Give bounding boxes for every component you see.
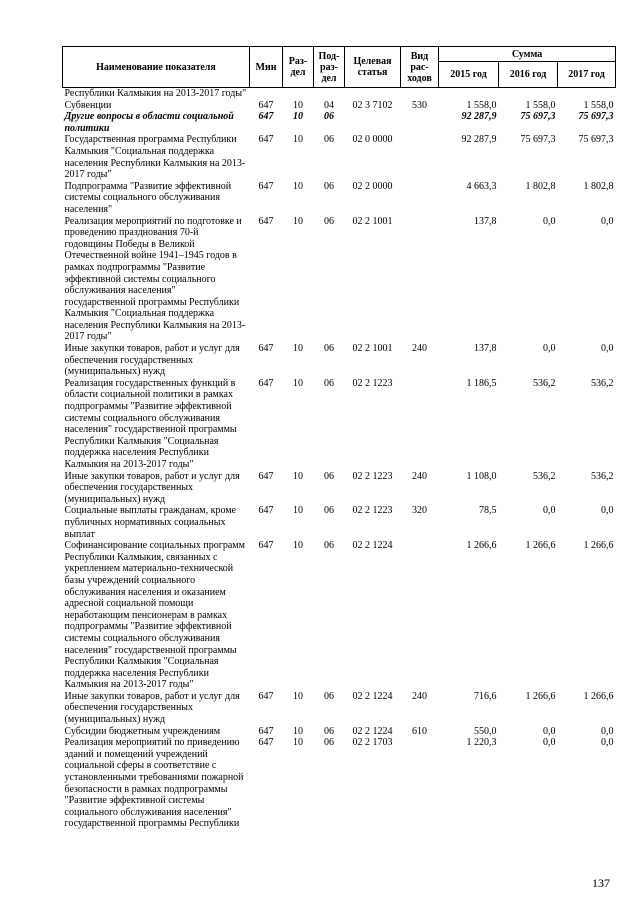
cell-podrazdel: 06	[324, 737, 334, 749]
cell-vid-rashodov	[401, 540, 439, 691]
cell-min: 647	[258, 540, 274, 552]
cell-razdel: 10	[293, 180, 303, 192]
cell-2016: 0,0	[543, 737, 556, 749]
cell-min: 647	[258, 377, 274, 389]
table-row	[63, 111, 616, 134]
cell-2015: 4 663,3	[466, 180, 497, 192]
cell-2017: 75 697,3	[578, 134, 614, 146]
cell-2015	[439, 88, 499, 100]
cell-razdel: 10	[293, 134, 303, 146]
cell-2015: 137,8	[474, 215, 497, 227]
cell-vid-rashodov	[401, 111, 439, 134]
cell-cel-statya: 02 0 0000	[352, 134, 393, 146]
cell-min: 647	[258, 505, 274, 517]
cell-2017: 536,2	[591, 377, 614, 389]
cell-min: 647	[258, 725, 274, 737]
cell-podrazdel	[314, 88, 345, 100]
cell-2015: 92 287,9	[461, 111, 497, 123]
cell-vid-rashodov	[401, 88, 439, 100]
cell-2015: 78,5	[479, 505, 497, 517]
cell-2017: 0,0	[601, 725, 614, 737]
cell-cel-statya	[345, 111, 401, 134]
table-row	[63, 505, 616, 540]
header-cel-statya: Целевая статья	[345, 47, 401, 88]
header-min: Мин	[250, 47, 283, 88]
cell-podrazdel: 06	[324, 470, 334, 482]
cell-name: Реализация мероприятий по приведению зданий и помещений учреждений социальной сферы в соответствие с установленными требованиями пожарной безопасности в рамках подпрограммы "Развитие эффективной системы социального обслуживания населения" государственной программы Республики	[64, 737, 244, 830]
cell-2016: 536,2	[533, 470, 556, 482]
cell-name: Республики Калмыкия на 2013-2017 годы"	[64, 88, 247, 99]
cell-cel-statya: 02 2 1224	[352, 540, 393, 552]
cell-2017: 1 558,0	[583, 99, 614, 111]
cell-min: 647	[258, 134, 274, 146]
cell-razdel: 10	[293, 540, 303, 552]
cell-2016: 536,2	[533, 377, 556, 389]
cell-cel-statya: 02 2 1703	[352, 737, 393, 749]
header-summa: Сумма	[439, 47, 616, 62]
header-2015: 2015 год	[439, 62, 499, 88]
cell-cel-statya: 02 2 1223	[352, 377, 393, 389]
cell-razdel: 10	[293, 215, 303, 227]
cell-name: Другие вопросы в области социальной политики	[64, 111, 234, 134]
cell-2016: 0,0	[543, 215, 556, 227]
cell-cel-statya: 02 2 1001	[352, 343, 393, 355]
header-razdel: Раз- дел	[283, 47, 314, 88]
cell-2016: 1 266,6	[525, 690, 556, 702]
table-row	[63, 181, 616, 216]
cell-2016: 1 802,8	[525, 180, 556, 192]
cell-cel-statya: 02 2 1001	[352, 215, 393, 227]
cell-razdel: 10	[293, 377, 303, 389]
cell-2017: 1 266,6	[583, 540, 614, 552]
cell-cel-statya: 02 2 1223	[352, 505, 393, 517]
cell-vid-rashodov: 320	[412, 505, 427, 517]
table-row	[63, 216, 616, 344]
cell-vid-rashodov	[401, 216, 439, 344]
cell-podrazdel: 06	[324, 180, 334, 192]
cell-2017: 536,2	[591, 470, 614, 482]
cell-2016: 0,0	[543, 725, 556, 737]
cell-2016: 75 697,3	[520, 111, 556, 123]
cell-name: Реализация государственных функций в области социальной политики в рамках подпрограммы "Развитие эффективной системы социального обслуживания населения" государственной программы Республики Калмыкия "Социальная поддержка населения Республики Калмыкия на 2013-2017 годы"	[64, 377, 237, 470]
cell-min: 647	[258, 470, 274, 482]
cell-2017: 75 697,3	[578, 111, 614, 123]
cell-min: 647	[258, 180, 274, 192]
cell-2015: 1 186,5	[466, 377, 497, 389]
cell-podrazdel: 06	[324, 540, 334, 552]
cell-podrazdel: 06	[324, 134, 334, 146]
cell-name: Иные закупки товаров, работ и услуг для обеспечения государственных (муниципальных) нужд	[64, 343, 240, 378]
table-body	[63, 88, 616, 831]
cell-razdel: 10	[293, 725, 303, 737]
cell-cel-statya: 02 2 1223	[352, 470, 393, 482]
cell-cel-statya: 02 3 7102	[352, 99, 393, 111]
cell-2016: 1 558,0	[525, 99, 556, 111]
cell-name: Иные закупки товаров, работ и услуг для обеспечения государственных (муниципальных) нужд	[64, 470, 240, 505]
cell-2015: 137,8	[474, 343, 497, 355]
cell-2015: 1 558,0	[466, 99, 497, 111]
cell-min	[250, 88, 283, 100]
cell-vid-rashodov: 530	[412, 99, 427, 111]
cell-razdel: 10	[293, 505, 303, 517]
cell-podrazdel: 06	[324, 377, 334, 389]
table-row	[63, 134, 616, 180]
cell-name: Подпрограмма "Развитие эффективной системы социального обслуживания населения"	[64, 180, 232, 215]
table-row	[63, 726, 616, 738]
cell-podrazdel: 06	[324, 505, 334, 517]
cell-2016: 0,0	[543, 343, 556, 355]
cell-cel-statya	[345, 88, 401, 100]
cell-vid-rashodov: 240	[412, 470, 427, 482]
page-number: 137	[592, 876, 610, 890]
table-row	[63, 737, 616, 830]
cell-razdel: 10	[293, 690, 303, 702]
cell-min: 647	[258, 343, 274, 355]
cell-2017: 0,0	[601, 215, 614, 227]
cell-2015: 716,6	[474, 690, 497, 702]
cell-cel-statya: 02 2 0000	[352, 180, 393, 192]
cell-min: 647	[258, 690, 274, 702]
cell-2017: 0,0	[601, 737, 614, 749]
cell-vid-rashodov	[401, 737, 439, 830]
cell-razdel: 10	[293, 99, 303, 111]
header-name: Наименование показателя	[63, 47, 250, 88]
cell-2017: 0,0	[601, 343, 614, 355]
cell-min: 647	[258, 111, 274, 123]
cell-vid-rashodov	[401, 378, 439, 471]
header-vid-rashodov: Вид рас- ходов	[401, 47, 439, 88]
cell-razdel: 10	[293, 737, 303, 749]
cell-2017: 1 266,6	[583, 690, 614, 702]
cell-2015: 92 287,9	[461, 134, 497, 146]
cell-2015: 550,0	[474, 725, 497, 737]
cell-vid-rashodov: 610	[412, 725, 427, 737]
table-row	[63, 691, 616, 726]
cell-name: Реализация мероприятий по подготовке и проведению празднования 70-й годовщины Победы в Великой Отечественной войне 1941–1945 годов в рамках подпрограммы "Развитие эффективной системы социального обслуживания населения" государственной программы Республики Калмыкия "Социальная поддержка населения Республики Калмыкия на 2013-2017 годы"	[64, 215, 246, 343]
cell-podrazdel: 06	[324, 343, 334, 355]
table-row	[63, 100, 616, 112]
cell-2016: 0,0	[543, 505, 556, 517]
cell-name: Субвенции	[64, 99, 112, 111]
cell-podrazdel: 04	[324, 99, 334, 111]
cell-podrazdel: 06	[324, 111, 334, 123]
cell-cel-statya: 02 2 1224	[352, 690, 393, 702]
cell-name: Софинансирование социальных программ Республики Калмыкия, связанных с укреплением материально-технической базы учреждений социального обслуживания населения и оказанием адресной социальной помощи неработающим пенсионерам в рамках подпрограммы "Развитие эффективной системы социального обслуживания населения" государственной программы Республики Калмыкия "Социальная поддержка населения Республики Калмыкия на 2013-2017 годы"	[64, 540, 245, 691]
header-2016: 2016 год	[499, 62, 558, 88]
cell-2017: 1 802,8	[583, 180, 614, 192]
table-row	[63, 540, 616, 691]
header-podrazdel: Под- раз- дел	[314, 47, 345, 88]
header-2017: 2017 год	[558, 62, 616, 88]
cell-name: Иные закупки товаров, работ и услуг для обеспечения государственных (муниципальных) нужд	[64, 690, 240, 726]
cell-2016: 75 697,3	[520, 134, 556, 146]
cell-vid-rashodov	[401, 181, 439, 216]
table-row	[63, 378, 616, 471]
cell-min: 647	[258, 737, 274, 749]
table-row	[63, 471, 616, 506]
cell-2015: 1 220,3	[466, 737, 497, 749]
cell-2017: 0,0	[601, 505, 614, 517]
cell-vid-rashodov: 240	[412, 690, 427, 702]
cell-2015: 1 266,6	[466, 540, 497, 552]
cell-2017	[558, 88, 616, 100]
cell-vid-rashodov: 240	[412, 343, 427, 355]
cell-name: Государственная программа Республики Калмыкия "Социальная поддержка населения Республики Калмыкия на 2013-2017 годы"	[64, 134, 246, 181]
cell-name: Социальные выплаты гражданам, кроме публичных нормативных социальных выплат	[64, 505, 237, 540]
cell-2016	[499, 88, 558, 100]
cell-podrazdel: 06	[324, 690, 334, 702]
cell-razdel: 10	[293, 470, 303, 482]
cell-min: 647	[258, 99, 274, 111]
cell-cel-statya: 02 2 1224	[352, 725, 393, 737]
budget-table	[62, 46, 616, 830]
cell-razdel	[283, 88, 314, 100]
cell-2015: 1 108,0	[466, 470, 497, 482]
cell-razdel: 10	[293, 111, 303, 123]
table-row	[63, 88, 616, 100]
cell-vid-rashodov	[401, 134, 439, 180]
table-header	[63, 47, 616, 88]
cell-podrazdel: 06	[324, 725, 334, 737]
cell-min: 647	[258, 215, 274, 227]
cell-razdel: 10	[293, 343, 303, 355]
cell-2016: 1 266,6	[525, 540, 556, 552]
cell-podrazdel: 06	[324, 215, 334, 227]
cell-name: Субсидии бюджетным учреждениям	[64, 725, 221, 737]
table-row	[63, 343, 616, 378]
